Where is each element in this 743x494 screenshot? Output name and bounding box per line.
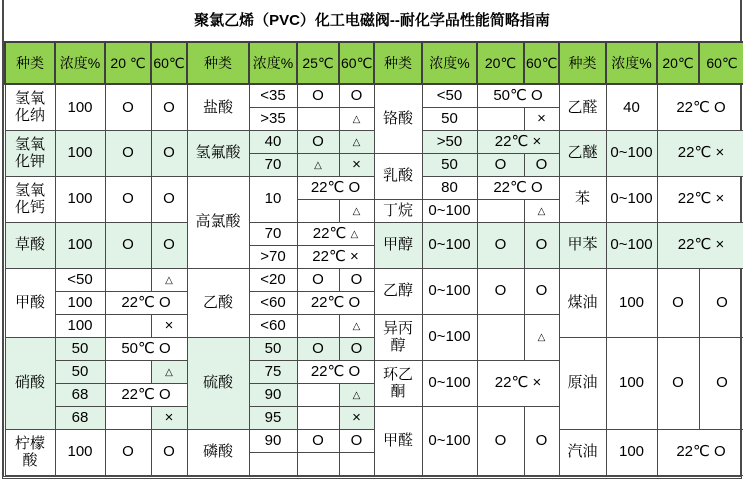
triangle-symbol: △ xyxy=(537,332,546,344)
value-cell: 0~100 xyxy=(422,360,477,406)
value-cell: O xyxy=(477,153,524,176)
value-cell xyxy=(339,383,374,406)
value-cell: 0~100 xyxy=(606,176,657,222)
value-cell xyxy=(339,107,374,130)
value-cell: 22℃ × xyxy=(477,360,559,406)
value-cell: 75 xyxy=(249,360,297,383)
chemical-name-cell: 氢氧化纳 xyxy=(5,84,55,130)
value-cell xyxy=(339,199,374,222)
value-cell: 0~100 xyxy=(422,314,477,360)
value-cell: O xyxy=(105,222,151,268)
value-cell: O xyxy=(297,429,339,452)
value-cell: 22℃ O xyxy=(297,360,374,383)
value-cell: 22℃ O xyxy=(657,84,743,130)
header-cell: 种类 xyxy=(5,42,55,84)
value-cell: O xyxy=(151,130,187,176)
value-cell: × xyxy=(339,406,374,429)
triangle-symbol: △ xyxy=(352,113,361,125)
value-cell: >35 xyxy=(249,107,297,130)
value-cell: O xyxy=(105,84,151,130)
value-cell: O xyxy=(105,130,151,176)
value-cell: >70 xyxy=(249,245,297,268)
empty-cell xyxy=(105,314,151,337)
header-cell: 种类 xyxy=(374,42,422,84)
value-cell: O xyxy=(339,337,374,360)
value-cell: 22℃ × xyxy=(297,245,374,268)
header-cell: 浓度% xyxy=(55,42,105,84)
value-cell: O xyxy=(339,268,374,291)
chemical-name-cell: 乙酸 xyxy=(187,268,249,337)
value-cell: 22℃ × xyxy=(657,222,743,268)
value-cell: 100 xyxy=(55,314,105,337)
value-cell: × xyxy=(339,153,374,176)
value-cell: 100 xyxy=(606,337,657,429)
value-cell: 22℃ × xyxy=(477,130,559,153)
chemical-name-cell: 煤油 xyxy=(559,268,606,337)
value-cell: O xyxy=(657,268,699,337)
value-cell: O xyxy=(297,268,339,291)
header-cell: 20 ℃ xyxy=(105,42,151,84)
triangle-symbol: △ xyxy=(350,228,359,240)
header-cell: 60℃ xyxy=(151,42,187,84)
chemical-name-cell: 铬酸 xyxy=(374,84,422,153)
value-cell: 22℃ × xyxy=(657,130,743,176)
value-cell: O xyxy=(297,337,339,360)
value-cell: × xyxy=(524,107,559,130)
table-row xyxy=(5,268,743,291)
header-cell: 60℃ xyxy=(524,42,559,84)
value-cell: 50 xyxy=(249,337,297,360)
header-row xyxy=(5,42,743,84)
value-cell: <35 xyxy=(249,84,297,107)
chemical-name-cell: 丁烷 xyxy=(374,199,422,222)
header-cell: 浓度% xyxy=(249,42,297,84)
chemical-name-cell: 柠檬酸 xyxy=(5,429,55,475)
value-cell: <50 xyxy=(55,268,105,291)
table-frame xyxy=(2,0,742,479)
chemical-name-cell: 甲酸 xyxy=(5,268,55,337)
value-cell: 100 xyxy=(55,429,105,475)
chemical-name-cell: 汽油 xyxy=(559,429,606,475)
chemical-name-cell: 甲苯 xyxy=(559,222,606,268)
value-cell: O xyxy=(105,176,151,222)
chemical-name-cell: 苯 xyxy=(559,176,606,222)
value-cell: 40 xyxy=(606,84,657,130)
value-cell: 50 xyxy=(55,360,105,383)
value-cell: 100 xyxy=(606,268,657,337)
value-cell: O xyxy=(151,84,187,130)
chemical-name-cell: 氢氟酸 xyxy=(187,130,249,176)
value-cell: O xyxy=(105,429,151,475)
chemical-name-cell: 乙醇 xyxy=(374,268,422,314)
header-cell: 种类 xyxy=(187,42,249,84)
value-cell: O xyxy=(151,222,187,268)
triangle-symbol: △ xyxy=(165,366,173,378)
value-cell: 50 xyxy=(422,153,477,176)
value-cell: 50 xyxy=(422,107,477,130)
value-cell: 100 xyxy=(55,222,105,268)
header-cell: 60℃ xyxy=(339,42,374,84)
chemical-name-cell: 氢氧化钾 xyxy=(5,130,55,176)
value-cell: 0~100 xyxy=(606,222,657,268)
value-cell: 70 xyxy=(249,153,297,176)
empty-cell xyxy=(477,314,524,360)
value-cell: O xyxy=(151,176,187,222)
empty-cell xyxy=(339,452,374,475)
chemical-name-cell: 硫酸 xyxy=(187,337,249,429)
value-cell: 22℃ △ xyxy=(297,222,374,245)
value-cell: 100 xyxy=(55,130,105,176)
value-cell: <60 xyxy=(249,314,297,337)
header-cell: 20℃ xyxy=(477,42,524,84)
value-cell: 22℃ O xyxy=(657,429,743,475)
header-cell: 浓度% xyxy=(606,42,657,84)
value-cell: 10 xyxy=(249,176,297,222)
empty-cell xyxy=(297,452,339,475)
header-cell: 60℃ xyxy=(699,42,743,84)
value-cell: 100 xyxy=(55,291,105,314)
chemical-resistance-table xyxy=(4,41,743,476)
value-cell: 100 xyxy=(606,429,657,475)
value-cell: 100 xyxy=(55,84,105,130)
value-cell: O xyxy=(151,429,187,475)
triangle-symbol: △ xyxy=(165,274,173,286)
table-body xyxy=(5,84,743,475)
empty-cell xyxy=(105,360,151,383)
empty-cell xyxy=(105,406,151,429)
value-cell: 68 xyxy=(55,406,105,429)
value-cell: <20 xyxy=(249,268,297,291)
triangle-symbol: △ xyxy=(537,205,546,217)
value-cell: 22℃ O xyxy=(105,291,187,314)
chemical-name-cell: 乙醚 xyxy=(559,130,606,176)
value-cell: O xyxy=(524,222,559,268)
chemical-name-cell: 氢氧化钙 xyxy=(5,176,55,222)
empty-cell xyxy=(105,268,151,291)
value-cell xyxy=(339,314,374,337)
value-cell xyxy=(297,153,339,176)
triangle-symbol: △ xyxy=(352,320,361,332)
value-cell: 0~100 xyxy=(422,199,477,222)
table-row xyxy=(5,84,743,107)
value-cell: 22℃ × xyxy=(657,176,743,222)
table-row xyxy=(5,222,743,245)
value-cell: O xyxy=(339,429,374,452)
empty-cell xyxy=(477,199,524,222)
value-cell xyxy=(151,268,187,291)
chemical-name-cell: 异丙醇 xyxy=(374,314,422,360)
value-cell: O xyxy=(339,84,374,107)
value-cell: O xyxy=(524,268,559,314)
value-cell: O xyxy=(297,130,339,153)
chemical-name-cell: 甲醇 xyxy=(374,222,422,268)
header-cell: 25℃ xyxy=(297,42,339,84)
value-cell: <50 xyxy=(422,84,477,107)
chemical-name-cell: 硝酸 xyxy=(5,337,55,429)
triangle-symbol: △ xyxy=(352,205,361,217)
value-cell: O xyxy=(657,337,699,429)
empty-cell xyxy=(297,406,339,429)
value-cell: 50℃ O xyxy=(477,84,559,107)
value-cell: O xyxy=(297,84,339,107)
page-title: 聚氯乙烯（PVC）化工电磁阀--耐化学品性能简略指南 xyxy=(194,12,550,29)
value-cell: O xyxy=(477,268,524,314)
value-cell: 70 xyxy=(249,222,297,245)
chemical-name-cell: 环乙酮 xyxy=(374,360,422,406)
value-cell: 50℃ O xyxy=(105,337,187,360)
chemical-name-cell: 乳酸 xyxy=(374,153,422,199)
value-cell: 100 xyxy=(55,176,105,222)
empty-cell xyxy=(297,383,339,406)
value-cell: 50 xyxy=(55,337,105,360)
empty-cell xyxy=(249,452,297,475)
value-cell: 90 xyxy=(249,429,297,452)
header-cell: 种类 xyxy=(559,42,606,84)
value-cell: <60 xyxy=(249,291,297,314)
value-cell: × xyxy=(151,406,187,429)
empty-cell xyxy=(477,107,524,130)
empty-cell xyxy=(297,107,339,130)
value-cell xyxy=(524,199,559,222)
empty-cell xyxy=(297,199,339,222)
chemical-name-cell: 盐酸 xyxy=(187,84,249,130)
chemical-name-cell: 乙醛 xyxy=(559,84,606,130)
value-cell: 22℃ O xyxy=(297,291,374,314)
value-cell: 0~100 xyxy=(606,130,657,176)
value-cell: 95 xyxy=(249,406,297,429)
chemical-name-cell: 甲醛 xyxy=(374,406,422,475)
empty-cell xyxy=(297,314,339,337)
value-cell xyxy=(151,360,187,383)
chemical-name-cell: 高氯酸 xyxy=(187,176,249,268)
triangle-symbol: △ xyxy=(352,136,361,148)
value-cell xyxy=(524,314,559,360)
value-cell: O xyxy=(524,406,559,475)
value-cell: O xyxy=(699,268,743,337)
value-cell: × xyxy=(151,314,187,337)
value-cell: 68 xyxy=(55,383,105,406)
value-cell: O xyxy=(524,153,559,176)
value-cell: 22℃ O xyxy=(105,383,187,406)
value-cell: 0~100 xyxy=(422,406,477,475)
header-cell: 浓度% xyxy=(422,42,477,84)
triangle-symbol: △ xyxy=(314,159,322,171)
value-cell: 0~100 xyxy=(422,222,477,268)
chemical-name-cell: 磷酸 xyxy=(187,429,249,475)
chemical-name-cell: 原油 xyxy=(559,337,606,429)
value-cell: 22℃ O xyxy=(297,176,374,199)
chemical-name-cell: 草酸 xyxy=(5,222,55,268)
value-cell: 22℃ O xyxy=(477,176,559,199)
value-cell: >50 xyxy=(422,130,477,153)
header-cell: 20℃ xyxy=(657,42,699,84)
value-cell: O xyxy=(477,222,524,268)
value-cell: 0~100 xyxy=(422,268,477,314)
value-cell: O xyxy=(477,406,524,475)
value-cell xyxy=(339,130,374,153)
triangle-symbol: △ xyxy=(352,389,361,401)
value-cell: 90 xyxy=(249,383,297,406)
value-cell: 80 xyxy=(422,176,477,199)
value-cell: O xyxy=(699,337,743,429)
value-cell: 40 xyxy=(249,130,297,153)
